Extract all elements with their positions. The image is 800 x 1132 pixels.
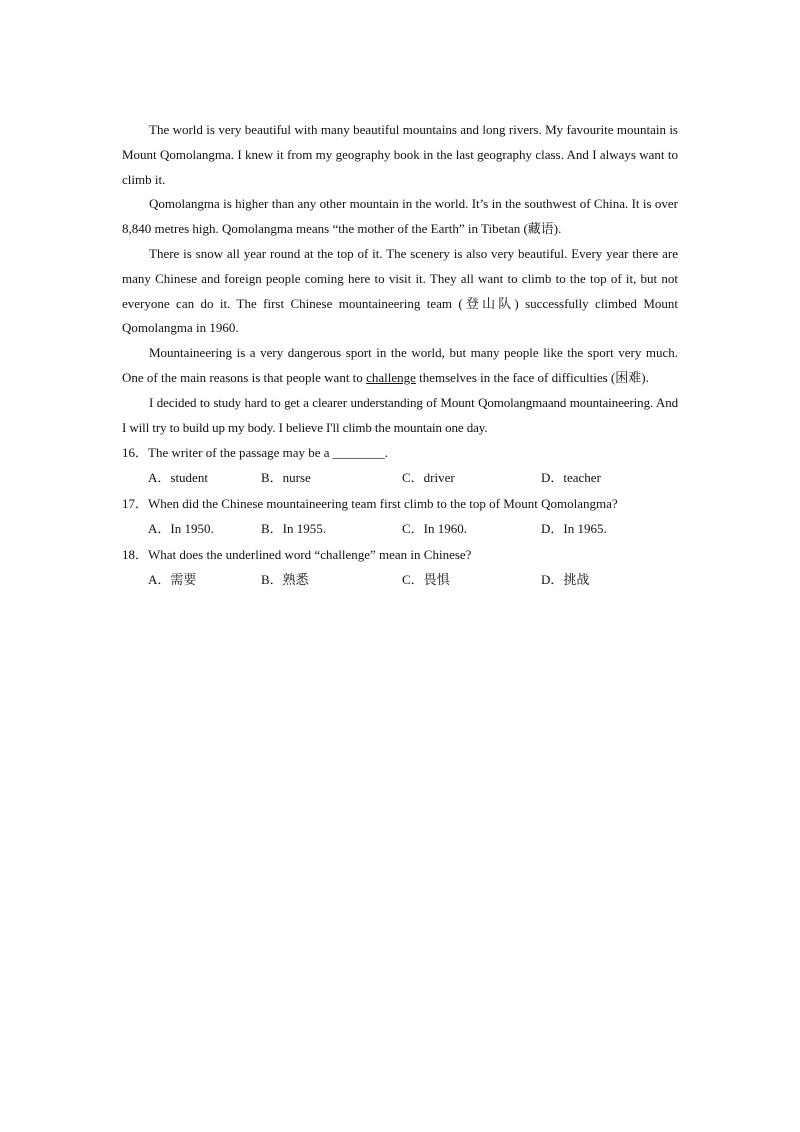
passage-paragraph-2: Qomolangma is higher than any other mountain in the world. It’s in the southwest of China. It is over 8,840 metres high. Qomolangma means “the mother of the Earth” in Tibetan (藏语). — [122, 196, 678, 237]
question-stem: 17．When did the Chinese mountaineering team first climb to the top of Mount Qomolangma? — [122, 496, 618, 512]
option-a: A．In 1950. — [148, 521, 214, 537]
document-page — [122, 118, 678, 593]
option-a: A．student — [148, 470, 208, 486]
passage-paragraph-1: The world is very beautiful with many beautiful mountains and long rivers. My favourite mountain is Mount Qomolangma. I knew it from my geography book in the last geography class. And I always want to climb it. — [122, 122, 678, 187]
question-17 — [122, 491, 678, 542]
passage-paragraph-4 — [122, 341, 678, 391]
passage-paragraph-5: I decided to study hard to get a clearer understanding of Mount Qomolangmaand mountaineering. And I will try to build up my body. I believe I'll climb the mountain one day. — [122, 394, 678, 435]
question-16 — [122, 440, 678, 491]
underlined-word-challenge: challenge — [366, 369, 416, 385]
option-c: C．畏惧 — [402, 572, 450, 588]
option-d: D．teacher — [541, 470, 601, 486]
option-b: B．In 1955. — [261, 521, 327, 537]
answer-options — [122, 465, 678, 491]
passage-paragraph-3: There is snow all year round at the top of it. The scenery is also very beautiful. Every year there are many Chinese and foreign people coming here to visit it. They all want to climb to the top of it, but not everyone can do it. The first Chinese mountaineering team (登山队) successfully climbed Mount Qomolangma in 1960. — [122, 245, 678, 336]
question-18 — [122, 542, 678, 593]
answer-options — [122, 567, 678, 593]
option-b: B．熟悉 — [261, 572, 309, 588]
option-c: C．In 1960. — [402, 521, 468, 537]
option-d: D．In 1965. — [541, 521, 607, 537]
question-stem: 18．What does the underlined word “challenge” mean in Chinese? — [122, 547, 472, 563]
option-d: D．挑战 — [541, 572, 590, 588]
reading-passage — [122, 118, 678, 440]
option-c: C．driver — [402, 470, 455, 486]
option-b: B．nurse — [261, 470, 311, 486]
paragraph-4-text-start: Mountaineering is a very dangerous sport in the world, but many people like the sport very much. One of the main reasons is that people want to — [122, 345, 678, 385]
answer-options — [122, 516, 678, 542]
option-a: A．需要 — [148, 572, 197, 588]
paragraph-4-text-end: themselves in the face of difficulties (困难). — [415, 369, 649, 385]
question-stem: 16．The writer of the passage may be a ________. — [122, 445, 389, 461]
